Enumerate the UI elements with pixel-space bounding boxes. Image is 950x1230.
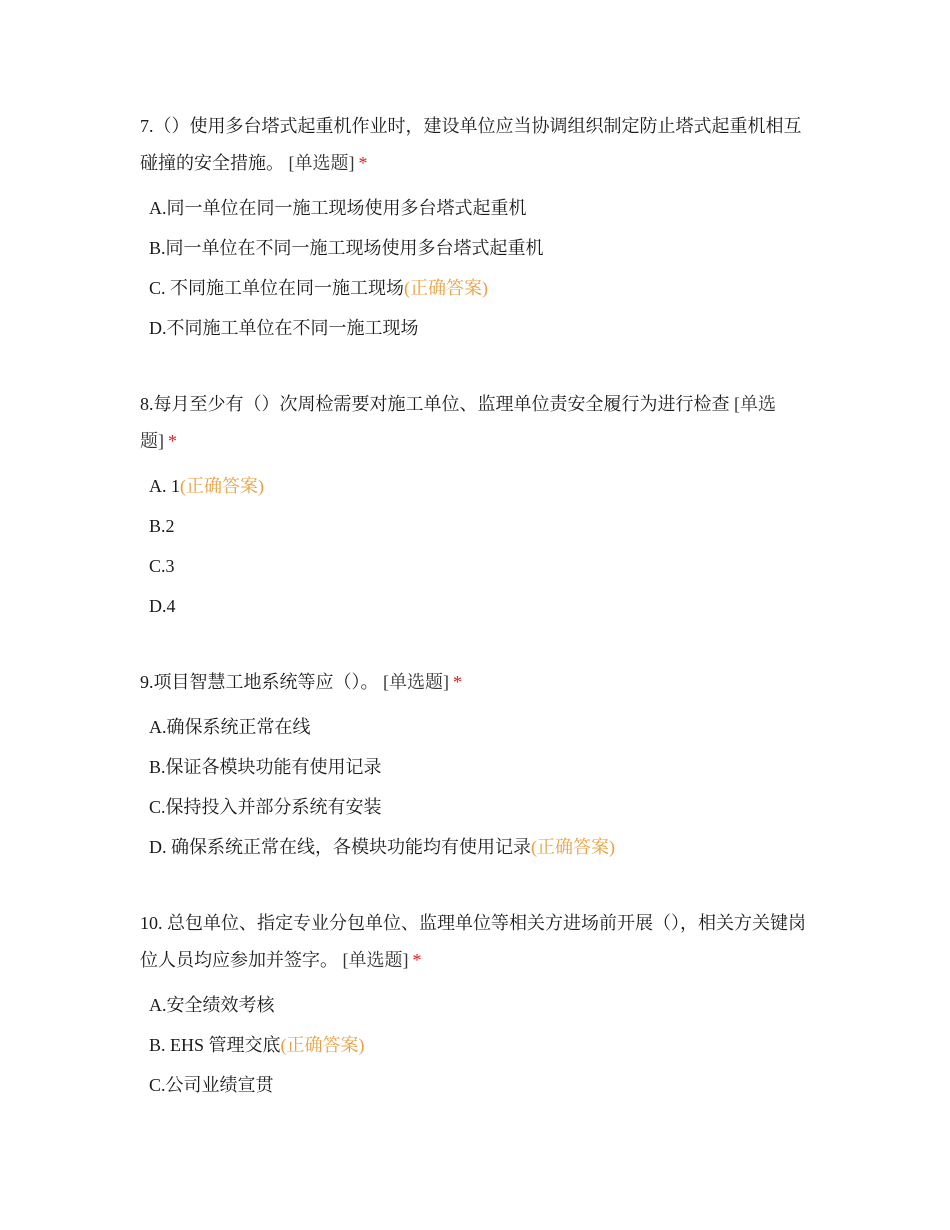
option-b (149, 747, 810, 787)
option-d (149, 586, 810, 626)
options-list (140, 188, 810, 348)
option-text: C.3 (149, 556, 175, 576)
option-d (149, 308, 810, 348)
option-text: D. 确保系统正常在线，各模块功能均有使用记录 (149, 837, 531, 857)
option-text: C.公司业绩宣贯 (149, 1075, 274, 1095)
option-text: A. 1 (149, 476, 180, 496)
required-asterisk: * (412, 950, 422, 970)
option-b (149, 506, 810, 546)
required-asterisk: * (453, 672, 462, 692)
question-type-label: [单选题] (383, 672, 449, 692)
options-list (140, 707, 810, 867)
question-text: 8.每月至少有（）次周检需要对施工单位、监理单位责安全履行为进行检查 (140, 394, 730, 414)
option-text: B. EHS 管理交底 (149, 1035, 281, 1055)
option-d (149, 827, 810, 867)
question-title (140, 386, 810, 460)
question-type-label: [单选题] (140, 394, 776, 451)
option-text: A.确保系统正常在线 (149, 717, 311, 737)
document-page (140, 108, 810, 1143)
option-b (149, 228, 810, 268)
correct-answer-mark: (正确答案) (180, 476, 264, 496)
option-text: B.2 (149, 516, 175, 536)
options-list (140, 466, 810, 626)
option-text: D.4 (149, 596, 176, 616)
required-asterisk: * (358, 153, 368, 173)
option-c (149, 1065, 810, 1105)
question-type-label: [单选题] (288, 153, 355, 173)
question-10 (140, 905, 810, 1105)
question-type-label: [单选题] (342, 950, 409, 970)
option-text: D.不同施工单位在不同一施工现场 (149, 318, 419, 338)
question-title (140, 664, 810, 701)
option-c (149, 546, 810, 586)
correct-answer-mark: (正确答案) (280, 1035, 365, 1055)
option-a (149, 466, 810, 506)
option-text: A.同一单位在同一施工现场使用多台塔式起重机 (149, 198, 527, 218)
question-7 (140, 108, 810, 348)
required-asterisk: * (168, 431, 177, 451)
question-title (140, 108, 810, 182)
options-list (140, 985, 810, 1105)
option-c (149, 787, 810, 827)
question-text: 7.（）使用多台塔式起重机作业时，建设单位应当协调组织制定防止塔式起重机相互碰撞的安全措施。 (140, 116, 802, 173)
question-text: 10. 总包单位、指定专业分包单位、监理单位等相关方进场前开展（），相关方关键岗位人员均应参加并签字。 (140, 913, 806, 970)
question-9 (140, 664, 810, 867)
option-a (149, 188, 810, 228)
option-b (149, 1025, 810, 1065)
option-text: C.保持投入并部分系统有安装 (149, 797, 382, 817)
option-text: C. 不同施工单位在同一施工现场 (149, 278, 405, 298)
option-text: B.同一单位在不同一施工现场使用多台塔式起重机 (149, 238, 544, 258)
option-text: A.安全绩效考核 (149, 995, 275, 1015)
correct-answer-mark: (正确答案) (404, 278, 489, 298)
question-text: 9.项目智慧工地系统等应（）。 (140, 672, 379, 692)
correct-answer-mark: (正确答案) (531, 837, 615, 857)
question-8 (140, 386, 810, 626)
option-text: B.保证各模块功能有使用记录 (149, 757, 382, 777)
option-a (149, 707, 810, 747)
option-a (149, 985, 810, 1025)
question-title (140, 905, 810, 979)
option-c (149, 268, 810, 308)
